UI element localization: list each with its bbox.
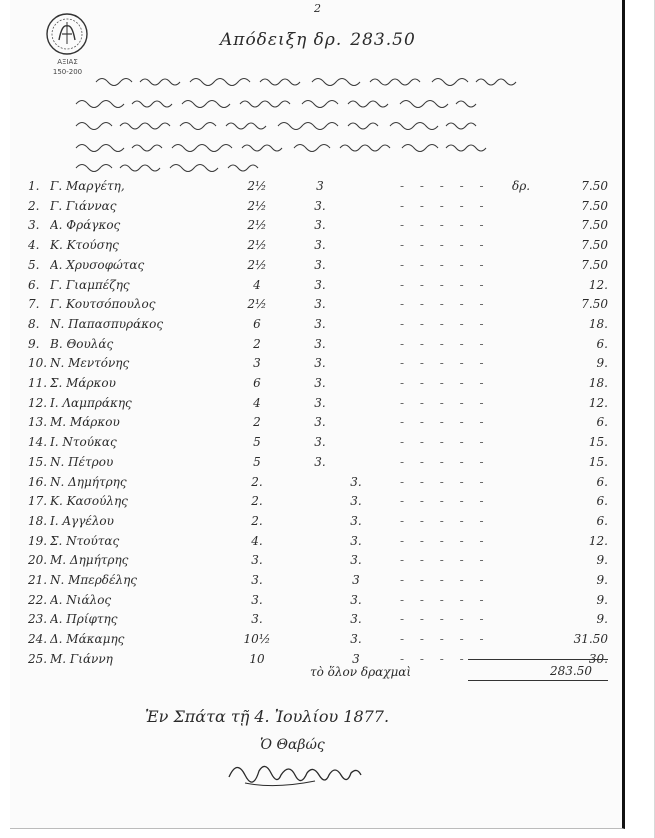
- leader-dots: - - - - -: [400, 612, 490, 627]
- row-quantity: 2½: [247, 218, 267, 233]
- row-rate: 3.: [314, 218, 326, 233]
- row-total: 6.: [596, 415, 608, 430]
- row-total: 9.: [596, 592, 608, 607]
- leader-dots: - - - - -: [400, 277, 490, 292]
- row-quantity: 3.: [251, 592, 263, 607]
- row-number: 20.: [28, 553, 48, 568]
- total-value: 283.50: [550, 664, 592, 678]
- row-name: Ν. Πέτρου: [50, 454, 114, 469]
- row-rate-alt: 3.: [350, 632, 362, 647]
- row-name: Μ. Δημήτρης: [50, 553, 129, 568]
- sum-rule: [468, 659, 608, 660]
- row-number: 1.: [28, 179, 40, 193]
- row-total: 12.: [588, 277, 608, 292]
- receipt-row: [28, 278, 618, 298]
- row-rate-alt: 3: [352, 573, 360, 587]
- row-quantity: 10: [249, 651, 265, 666]
- receipt-row: [28, 415, 618, 435]
- row-quantity: 2.: [251, 513, 263, 528]
- receipt-row: [28, 396, 618, 416]
- row-name: Σ. Ντούτας: [50, 533, 120, 548]
- handwritten-signature: [225, 755, 375, 791]
- leader-dots: - - - - -: [400, 395, 490, 410]
- row-number: 7.: [28, 297, 40, 312]
- leader-dots: - - - - -: [400, 336, 490, 351]
- row-number: 24.: [28, 632, 48, 647]
- leader-dots: - - - - -: [400, 454, 490, 469]
- row-name: Ν. Μεντόνης: [50, 356, 130, 371]
- row-number: 25.: [28, 651, 48, 666]
- row-rate-alt: 3.: [350, 553, 362, 568]
- row-quantity: 5: [253, 435, 261, 450]
- row-total: 7.50: [581, 198, 608, 213]
- row-number: 8.: [28, 316, 40, 331]
- document-page: [10, 0, 625, 829]
- row-number: 15.: [28, 454, 48, 469]
- row-name: Μ. Μάρκου: [50, 415, 120, 430]
- row-name: Ν. Μπερδέλης: [50, 573, 137, 587]
- leader-dots: - - - - -: [400, 494, 490, 509]
- row-quantity: 2.: [251, 494, 263, 509]
- row-rate-alt: 3.: [350, 612, 362, 627]
- row-total: 7.50: [581, 257, 608, 272]
- row-rate: 3.: [314, 297, 326, 312]
- row-total: 12.: [588, 395, 608, 410]
- row-number: 19.: [28, 533, 48, 548]
- row-rate: 3.: [314, 376, 326, 390]
- row-name: Ι. Αγγέλου: [50, 513, 114, 528]
- row-quantity: 3: [253, 356, 261, 371]
- row-total: 7.50: [581, 238, 608, 253]
- row-number: 5.: [28, 257, 40, 272]
- row-rate: 3.: [314, 356, 326, 371]
- row-rate: 3.: [314, 198, 326, 213]
- row-number: 12.: [28, 395, 48, 410]
- leader-dots: - - - - -: [400, 632, 490, 647]
- row-total: 18.: [588, 376, 608, 390]
- row-name: Α. Νιάλος: [50, 592, 112, 607]
- row-name: Γ. Γιάννας: [50, 198, 117, 213]
- row-quantity: 2½: [247, 257, 267, 272]
- receipt-row: [28, 435, 618, 455]
- row-quantity: 4: [253, 395, 261, 410]
- currency-abbr: δρ.: [512, 179, 531, 193]
- row-rate-alt: 3.: [350, 513, 362, 528]
- receipt-row: [28, 553, 618, 573]
- row-total: 9.: [596, 573, 608, 587]
- receipt-title-amount: 283.50: [350, 30, 416, 50]
- receipt-row: [28, 612, 618, 632]
- row-number: 3.: [28, 218, 40, 233]
- row-total: 9.: [596, 356, 608, 371]
- row-number: 23.: [28, 612, 48, 627]
- receipt-row: [28, 475, 618, 495]
- row-rate: 3.: [314, 435, 326, 450]
- row-number: 13.: [28, 415, 48, 430]
- row-rate-alt: 3.: [350, 474, 362, 489]
- row-quantity: 2: [253, 336, 261, 351]
- row-total: 6.: [596, 513, 608, 528]
- page-number: 2: [314, 2, 321, 15]
- row-name: Μ. Γιάννη: [50, 651, 113, 666]
- row-total: 7.50: [581, 179, 608, 193]
- leader-dots: - - - - -: [400, 179, 490, 193]
- row-rate-alt: 3.: [350, 494, 362, 509]
- row-quantity: 5: [253, 454, 261, 469]
- row-total: 9.: [596, 553, 608, 568]
- row-rate: 3.: [314, 395, 326, 410]
- row-rate: 3.: [314, 277, 326, 292]
- receipt-row: [28, 317, 618, 337]
- row-number: 11.: [28, 376, 48, 390]
- row-rate-alt: 3: [352, 651, 360, 666]
- row-name: Ν. Δημήτρης: [50, 474, 127, 489]
- leader-dots: - - - - -: [400, 356, 490, 371]
- row-number: 18.: [28, 513, 48, 528]
- leader-dots: - - - - -: [400, 297, 490, 312]
- leader-dots: - - - - -: [400, 198, 490, 213]
- row-total: 15.: [588, 435, 608, 450]
- receipt-row: [28, 218, 618, 238]
- row-name: Α. Φράγκος: [50, 218, 121, 233]
- stamp-text: ΑΞΙΑΣ: [57, 58, 78, 66]
- row-number: 2.: [28, 198, 40, 213]
- row-name: Γ. Μαργέτη,: [50, 179, 125, 193]
- row-rate: 3.: [314, 336, 326, 351]
- row-quantity: 6: [253, 316, 261, 331]
- receipt-row: [28, 514, 618, 534]
- row-name: Κ. Κασούλης: [50, 494, 128, 509]
- row-quantity: 3.: [251, 612, 263, 627]
- sum-rule: [468, 680, 608, 681]
- receipt-row: [28, 455, 618, 475]
- row-number: 10.: [28, 356, 48, 371]
- row-rate: 3: [316, 179, 324, 193]
- leader-dots: - - - - -: [400, 553, 490, 568]
- row-number: 6.: [28, 277, 40, 292]
- row-total: 30.: [588, 651, 608, 666]
- row-quantity: 2½: [247, 179, 267, 193]
- receipt-row: [28, 534, 618, 554]
- row-name: Γ. Γιαμπέζης: [50, 277, 130, 292]
- row-total: 7.50: [581, 218, 608, 233]
- leader-dots: - - - - -: [400, 513, 490, 528]
- receipt-title-text: Απόδειξη δρ.: [220, 30, 343, 50]
- row-number: 9.: [28, 336, 40, 351]
- row-total: 6.: [596, 336, 608, 351]
- row-quantity: 2.: [251, 474, 263, 489]
- row-rate: 3.: [314, 316, 326, 331]
- leader-dots: - - - - -: [400, 533, 490, 548]
- row-total: 15.: [588, 454, 608, 469]
- row-quantity: 4: [253, 277, 261, 292]
- row-name: Κ. Κτούσης: [50, 238, 119, 253]
- signer-name: Ὁ Θαβώς: [260, 737, 325, 753]
- receipt-table: [10, 0, 625, 829]
- row-rate-alt: 3.: [350, 533, 362, 548]
- leader-dots: - - - - -: [400, 573, 490, 587]
- row-quantity: 4.: [251, 533, 263, 548]
- receipt-row: [28, 179, 618, 199]
- row-rate: 3.: [314, 238, 326, 253]
- row-total: 9.: [596, 612, 608, 627]
- receipt-row: [28, 356, 618, 376]
- leader-dots: - - - - -: [400, 592, 490, 607]
- row-name: Α. Πρίφτης: [50, 612, 118, 627]
- leader-dots: - - - - -: [400, 651, 490, 666]
- receipt-row: [28, 258, 618, 278]
- receipt-row: [28, 238, 618, 258]
- row-rate: 3.: [314, 415, 326, 430]
- row-total: 31.50: [573, 632, 608, 647]
- row-quantity: 2½: [247, 238, 267, 253]
- row-name: Δ. Μάκαμης: [50, 632, 125, 647]
- receipt-row: [28, 632, 618, 652]
- place-date: Ἐν Σπάτα τῇ 4. Ἰουλίου 1877.: [145, 707, 390, 726]
- row-rate-alt: 3.: [350, 592, 362, 607]
- stamp-value: 150-200: [52, 68, 83, 76]
- row-name: Β. Θουλάς: [50, 336, 114, 351]
- row-name: Γ. Κουτσόπουλος: [50, 297, 156, 312]
- row-total: 7.50: [581, 297, 608, 312]
- leader-dots: - - - - -: [400, 238, 490, 253]
- receipt-row: [28, 494, 618, 514]
- row-name: Ν. Παπασπυράκος: [50, 316, 164, 331]
- row-quantity: 6: [253, 376, 261, 390]
- row-total: 12.: [588, 533, 608, 548]
- leader-dots: - - - - -: [400, 435, 490, 450]
- row-total: 6.: [596, 474, 608, 489]
- row-number: 22.: [28, 592, 48, 607]
- row-number: 14.: [28, 435, 48, 450]
- row-name: Α. Χρυσοφώτας: [50, 257, 145, 272]
- row-quantity: 3.: [251, 573, 263, 587]
- row-number: 21.: [28, 573, 48, 587]
- row-number: 4.: [28, 238, 40, 253]
- row-quantity: 3.: [251, 553, 263, 568]
- receipt-row: [28, 593, 618, 613]
- leader-dots: - - - - -: [400, 415, 490, 430]
- row-quantity: 2½: [247, 297, 267, 312]
- row-name: Ι. Ντούκας: [50, 435, 117, 450]
- leader-dots: - - - - -: [400, 474, 490, 489]
- receipt-row: [28, 376, 618, 396]
- receipt-row: [28, 199, 618, 219]
- leader-dots: - - - - -: [400, 376, 490, 390]
- row-name: Ι. Λαμπράκης: [50, 395, 132, 410]
- leader-dots: - - - - -: [400, 316, 490, 331]
- row-name: Σ. Μάρκου: [50, 376, 116, 390]
- receipt-row: [28, 573, 618, 593]
- row-total: 6.: [596, 494, 608, 509]
- total-label: τὸ ὅλον δραχμαὶ: [310, 665, 412, 679]
- row-number: 16.: [28, 474, 48, 489]
- row-rate: 3.: [314, 257, 326, 272]
- row-quantity: 2½: [247, 198, 267, 213]
- row-number: 17.: [28, 494, 48, 509]
- receipt-row: [28, 297, 618, 317]
- leader-dots: - - - - -: [400, 218, 490, 233]
- leader-dots: - - - - -: [400, 257, 490, 272]
- row-quantity: 2: [253, 415, 261, 430]
- row-quantity: 10½: [243, 632, 271, 647]
- row-total: 18.: [588, 316, 608, 331]
- receipt-row: [28, 337, 618, 357]
- row-rate: 3.: [314, 454, 326, 469]
